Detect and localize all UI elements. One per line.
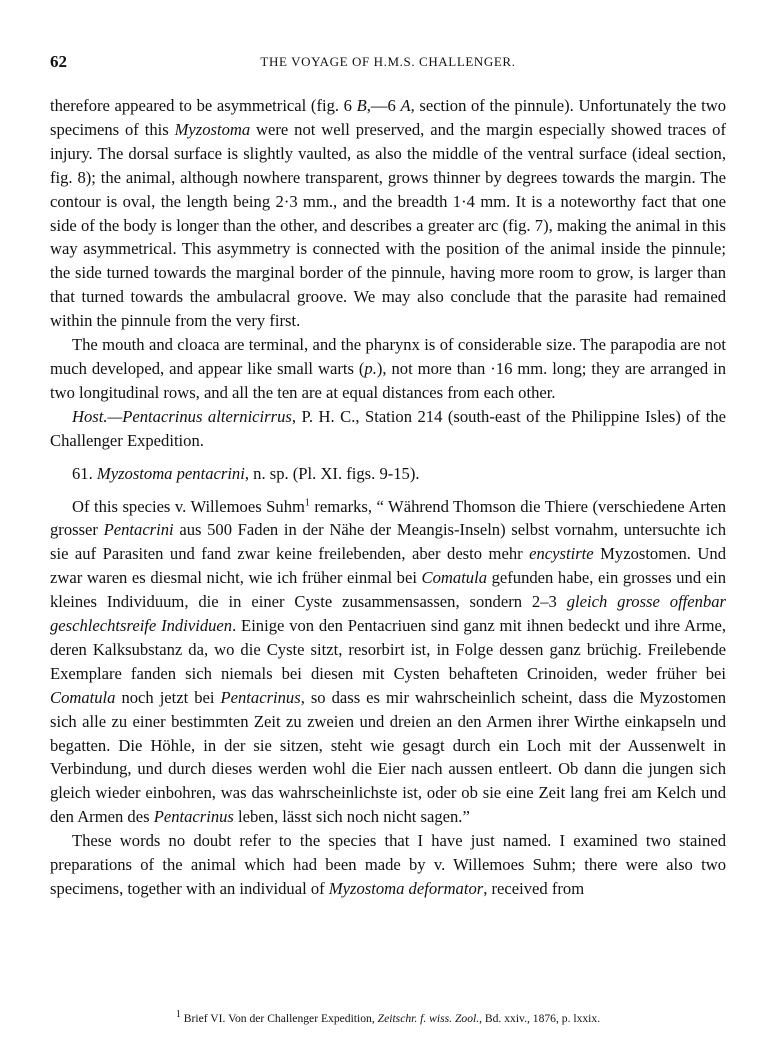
text-run: , Bd. xxiv., 1876, p. lxxix. xyxy=(479,1012,601,1025)
text-run: were not well preserved, and the margin especially showed traces of injury. The dorsal surface is slightly vaulted, as also the middle of the ventral surface (ideal section, fig. 8); the animal, although nowhere transparent, grows thinner by degrees towards the margin. The contour is oval, the length being 2·3 mm., and the breadth 1·4 mm. It is a noteworthy fact that one side of the body is longer than the other, and describes a greater arc (fig. 7), making the animal in this way asymmetrical. This asymmetry is connected with the position of the animal inside the pinnule; the side turned towards the marginal border of the pinnule, having more room to grow, is larger than that turned towards the ambulacral groove. We may also conclude that the parasite had remained within the pinnule from the very first. xyxy=(50,119,726,331)
italic-run: encystirte xyxy=(529,544,594,564)
italic-run: Pentacrinus xyxy=(220,687,301,707)
italic-run: A xyxy=(400,96,411,115)
text-run: , P. H. C., Station 214 (south-east of the Philippine Isles) of the Challenger Expedition. xyxy=(50,406,726,450)
italic-run: p. xyxy=(364,358,377,378)
text-run: remarks, “ Während Thomson die Thiere (verschiedene Arten grosser xyxy=(50,496,726,540)
italic-run: Pentacrinus xyxy=(153,807,234,827)
text-run: Of this species v. Willemoes Suhm xyxy=(72,496,305,516)
text-run: therefore appeared to be asymmetrical (fig. 6 xyxy=(50,96,357,115)
text-run: noch jetzt bei xyxy=(115,687,221,707)
text-run: The mouth and cloaca are terminal, and the pharynx is of considerable size. The parapodia are not much developed, and appear like small warts ( xyxy=(50,335,726,378)
italic-run: Myzostoma pentacrini xyxy=(96,463,245,483)
text-run: 61. xyxy=(72,463,97,483)
footnote-marker: 1 xyxy=(304,496,310,508)
footnote xyxy=(50,1009,726,1025)
footnote-marker: 1 xyxy=(175,1009,181,1021)
text-run: ), not more than ·16 mm. long; they are arranged in two longitudinal rows, and all the ten are at equal distances from each other. xyxy=(50,358,726,402)
page-header xyxy=(50,52,726,72)
italic-run: Myzostoma xyxy=(174,119,251,139)
text-run: Brief VI. Von der Challenger Expedition, xyxy=(180,1012,378,1025)
text-run: ,—6 xyxy=(366,96,401,115)
italic-run: Pentacrini xyxy=(103,520,174,540)
italic-run: Zeitschr. f. wiss. Zool. xyxy=(377,1012,480,1025)
text-run: , received from xyxy=(483,879,585,898)
text-run: These words no doubt refer to the species that I have just named. I examined two stained preparations of the animal which had been made by v. Willemoes Suhm; there were also two specimens, together with an individual of xyxy=(50,831,726,898)
text-run: , section of the pinnule). Unfortunately the two specimens of this xyxy=(50,96,727,139)
italic-run: B xyxy=(356,96,367,115)
species-heading xyxy=(50,462,726,486)
paragraph-quotation xyxy=(50,495,726,830)
paragraph-mouth-cloaca xyxy=(50,333,726,405)
text-run: , so dass es mir wahrscheinlich scheint, dass die Myzostomen sich alle zu einer bestimmten Zeit zu zweien und dreien an den Armen ihrer Wirthe einkapseln und begatten. Die Höhle, in der sie sitzen, steht wie gesagt durch ein Loch mit der Aussenwelt in Verbindung, und durch dieses werden wohl die Eier nach aussen entleert. Ob dann die jungen sich gleich wieder einbohren, was das wahrscheinlichste ist, oder ob sie eine Zeit lang frei am Kelch und den Armen des xyxy=(50,687,726,827)
text-run: gefunden habe, ein grosses und ein kleines Individuum, die in einer Cyste zusammensassen, sondern 2–3 xyxy=(50,568,727,612)
text-run: Myzostomen. Und zwar waren es diesmal nicht, wie ich früher einmal bei xyxy=(50,544,727,588)
page-number: 62 xyxy=(50,52,67,71)
body-text xyxy=(50,94,726,901)
italic-run: Myzostoma deformator xyxy=(328,879,484,898)
text-run: leben, lässt sich noch nicht sagen.” xyxy=(233,807,470,827)
italic-run: Host.—Pentacrinus alternicirrus xyxy=(72,406,292,426)
italic-run: gleich grosse offenbar geschlechtsreife Individuen xyxy=(50,592,726,636)
italic-run: Comatula xyxy=(50,687,116,707)
paragraph-asymmetry xyxy=(50,94,726,333)
paragraph-host xyxy=(50,405,726,453)
running-title: THE VOYAGE OF H.M.S. CHALLENGER. xyxy=(260,54,516,69)
text-run: , n. sp. (Pl. XI. figs. 9-15). xyxy=(244,463,420,483)
paragraph-conclusion xyxy=(50,829,726,901)
text-run: . Einige von den Pentacriuen sind ganz mit ihnen bedeckt und ihre Arme, deren Kalksubstanz da, wo die Cyste sitzt, resorbirt ist, in Folge dessen ganz brüchig. Freilebende Exemplare fanden sich niemals bei diesen mit Cysten behafteten Crinoiden, weder früher bei xyxy=(50,616,726,683)
italic-run: Comatula xyxy=(421,568,488,588)
text-run: aus 500 Faden in der Nähe der Meangis-Inseln) selbst vornahm, untersuchte ich sie auf Parasiten und fand zwar keine freilebenden, aber desto mehr xyxy=(50,520,726,564)
